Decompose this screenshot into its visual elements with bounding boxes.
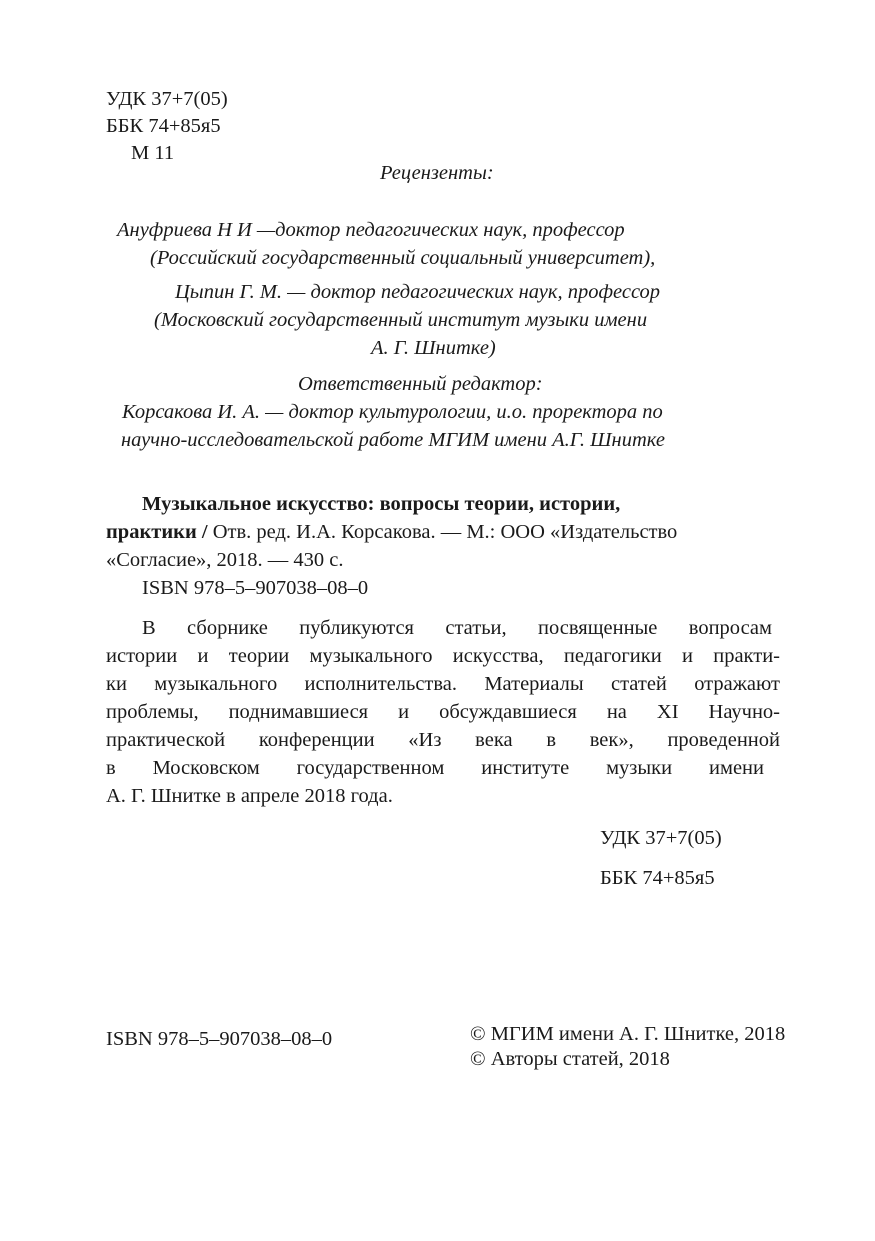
udk-code: УДК 37+7(05) bbox=[106, 88, 228, 110]
reviewer-line: Ануфриева Н И —доктор педагогических наук, профессор bbox=[117, 219, 625, 241]
book-editor-publisher: Отв. ред. И.А. Корсакова. — М.: ООО «Издательство bbox=[207, 521, 678, 543]
editor-line: научно-исследовательской работе МГИМ имени А.Г. Шнитке bbox=[121, 429, 665, 451]
copyright-institute: © МГИМ имени А. Г. Шнитке, 2018 bbox=[470, 1023, 786, 1045]
book-isbn: ISBN 978–5–907038–08–0 bbox=[142, 577, 369, 599]
annotation-line: истории и теории музыкального искусства, педагогики и практи- bbox=[106, 645, 780, 667]
annotation-line: проблемы, поднимавшиеся и обсуждавшиеся на XI Научно- bbox=[106, 701, 780, 723]
annotation-line: А. Г. Шнитке в апреле 2018 года. bbox=[106, 785, 393, 807]
editor-heading: Ответственный редактор: bbox=[298, 373, 543, 395]
editor-line: Корсакова И. А. — доктор культурологии, и.о. проректора по bbox=[122, 401, 663, 423]
bbk-code-index: ББК 74+85я5 bbox=[600, 867, 715, 889]
annotation-line: В сборнике публикуются статьи, посвященные вопросам bbox=[142, 617, 772, 639]
footer-isbn: ISBN 978–5–907038–08–0 bbox=[106, 1028, 333, 1050]
book-publisher-year-pages: «Согласие», 2018. — 430 с. bbox=[106, 549, 344, 571]
reviewer-line: (Российский государственный социальный университет), bbox=[150, 247, 656, 269]
reviewer-line: Цыпин Г. М. — доктор педагогических наук, профессор bbox=[175, 281, 661, 303]
copyright-authors: © Авторы статей, 2018 bbox=[470, 1048, 670, 1070]
book-title: Музыкальное искусство: вопросы теории, истории, bbox=[142, 493, 621, 515]
reviewer-line: А. Г. Шнитке) bbox=[371, 337, 496, 359]
annotation-line: практической конференции «Из века в век», проведенной bbox=[106, 729, 780, 751]
reviewer-line: (Московский государственный институт музыки имени bbox=[154, 309, 648, 331]
book-imprint bbox=[106, 519, 677, 546]
author-mark: М 11 bbox=[131, 142, 175, 164]
udk-code-index: УДК 37+7(05) bbox=[600, 827, 722, 849]
reviewers-heading: Рецензенты: bbox=[380, 162, 494, 184]
book-title-continued: практики / bbox=[106, 521, 208, 543]
bbk-code: ББК 74+85я5 bbox=[106, 115, 221, 137]
annotation-line: в Московском государственном институте музыки имени bbox=[106, 757, 764, 779]
annotation-line: ки музыкального исполнительства. Материалы статей отражают bbox=[106, 673, 780, 695]
